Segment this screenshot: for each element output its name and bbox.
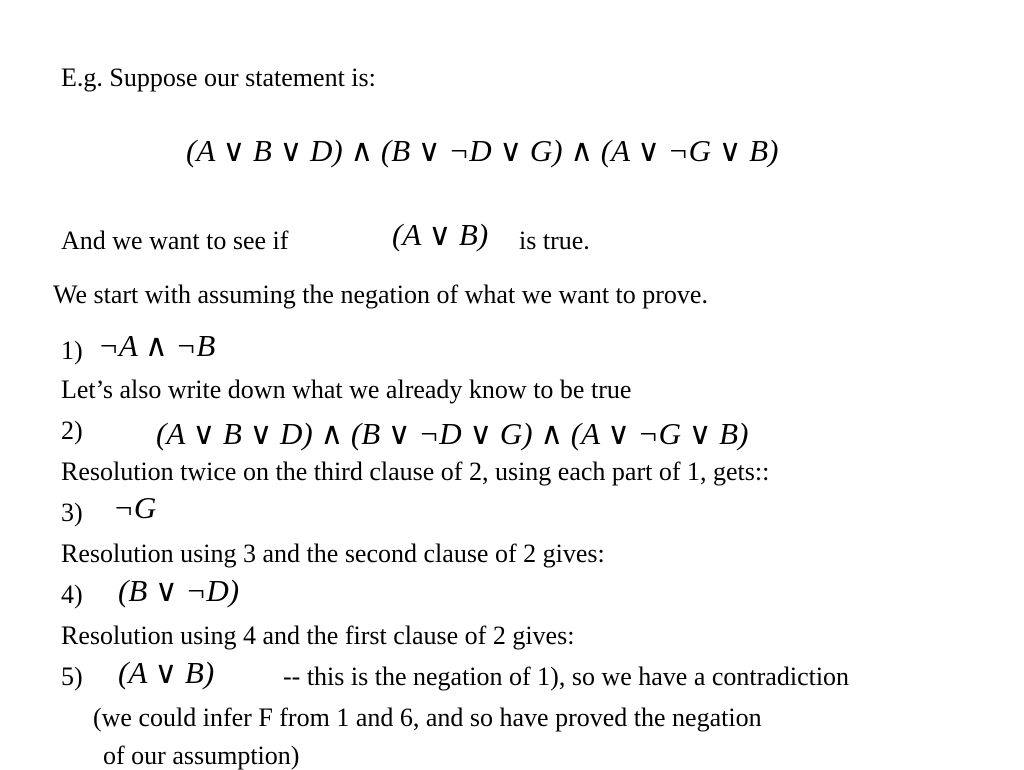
want-suffix: is true. [519, 226, 590, 255]
step-4-label: 4) [61, 580, 83, 609]
formula-main: (A ∨ B ∨ D) ∧ (B ∨ ¬D ∨ G) ∧ (A ∨ ¬G ∨ B) [186, 133, 779, 168]
closing-line-1: (we could infer F from 1 and 6, and so have proved the negation [93, 703, 762, 732]
step-5-formula: (A ∨ B) [118, 655, 215, 690]
step-1-formula: ¬A ∧ ¬B [98, 328, 216, 363]
assume-line: We start with assuming the negation of what we want to prove. [53, 280, 708, 309]
step-2-formula: (A ∨ B ∨ D) ∧ (B ∨ ¬D ∨ G) ∧ (A ∨ ¬G ∨ B) [156, 416, 749, 451]
step-4-formula: (B ∨ ¬D) [118, 573, 240, 608]
step-2-label: 2) [61, 416, 83, 445]
step-1-label: 1) [61, 336, 83, 365]
intro-text: E.g. Suppose our statement is: [61, 63, 376, 92]
resolution-4-line: Resolution using 4 and the first clause of 2 gives: [61, 621, 575, 650]
step-3-label: 3) [61, 498, 83, 527]
want-formula: (A ∨ B) [392, 217, 489, 252]
resolution-3-line: Resolution using 3 and the second clause of 2 gives: [61, 539, 605, 568]
also-line: Let’s also write down what we already know to be true [61, 375, 632, 404]
step-5-comment: -- this is the negation of 1), so we have a contradiction [283, 662, 850, 691]
closing-line-2: of our assumption) [103, 741, 300, 770]
step-5-label: 5) [61, 662, 83, 691]
step-3-formula: ¬G [113, 490, 157, 525]
resolution-twice-line: Resolution twice on the third clause of 2, using each part of 1, gets:: [61, 457, 770, 486]
want-prefix: And we want to see if [61, 226, 289, 255]
